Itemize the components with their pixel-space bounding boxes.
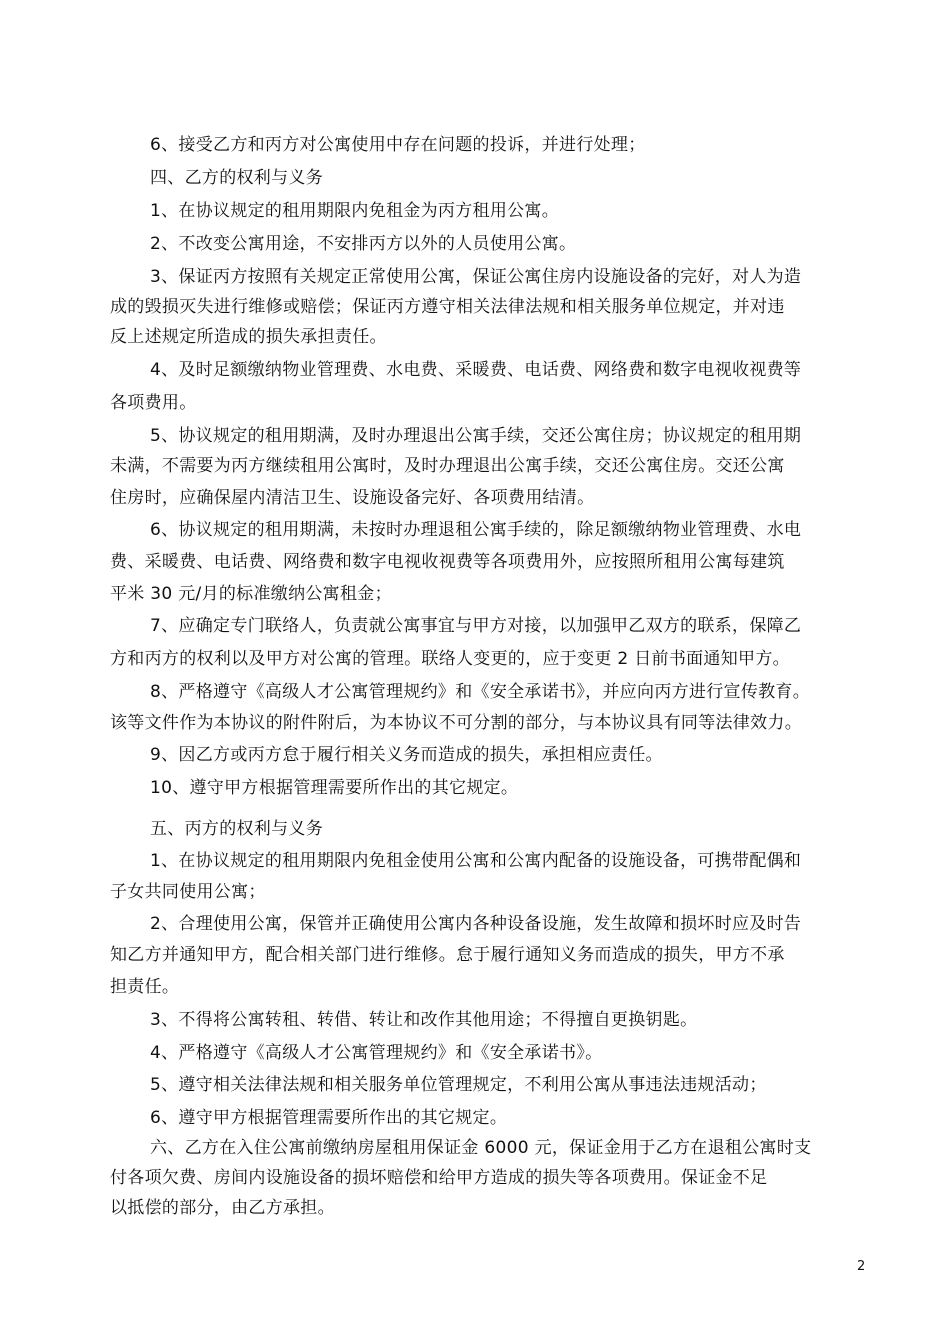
clause-line: 反上述规定所造成的损失承担责任。 xyxy=(110,327,387,347)
clause-line: 4、及时足额缴纳物业管理费、水电费、采暖费、电话费、网络费和数字电视收视费等 xyxy=(150,360,802,380)
clause-line: 2、合理使用公寓，保管并正确使用公寓内各种设备设施，发生故障和损坏时应及时告 xyxy=(150,914,802,934)
clause-line: 各项费用。 xyxy=(110,393,197,413)
clause-line: 六、乙方在入住公寓前缴纳房屋租用保证金 6000 元，保证金用于乙方在退租公寓时支 xyxy=(150,1138,812,1158)
clause-line: 1、在协议规定的租用期限内免租金为丙方租用公寓。 xyxy=(150,201,560,221)
clause-line: 7、应确定专门联络人，负责就公寓事宜与甲方对接，以加强甲乙双方的联系，保障乙 xyxy=(150,616,802,636)
clause-line: 6、接受乙方和丙方对公寓使用中存在问题的投诉，并进行处理； xyxy=(150,135,646,155)
clause-line: 住房时，应确保屋内清洁卫生、设施设备完好、各项费用结清。 xyxy=(110,488,595,508)
clause-line: 5、协议规定的租用期满，及时办理退出公寓手续，交还公寓住房；协议规定的租用期 xyxy=(150,426,802,446)
clause-line: 方和丙方的权利以及甲方对公寓的管理。联络人变更的，应于变更 2 日前书面通知甲方。 xyxy=(110,649,790,669)
clause-line: 9、因乙方或丙方怠于履行相关义务而造成的损失，承担相应责任。 xyxy=(150,745,663,765)
clause-line: 5、遵守相关法律法规和相关服务单位管理规定，不利用公寓从事违法违规活动； xyxy=(150,1075,767,1095)
section-heading: 四、乙方的权利与义务 xyxy=(150,168,323,188)
clause-line: 3、不得将公寓转租、转借、转让和改作其他用途；不得擅自更换钥匙。 xyxy=(150,1010,698,1030)
clause-line: 费、采暖费、电话费、网络费和数字电视收视费等各项费用外，应按照所租用公寓每建筑 xyxy=(110,552,785,572)
clause-line: 以抵偿的部分，由乙方承担。 xyxy=(110,1198,335,1218)
clause-line: 知乙方并通知甲方，配合相关部门进行维修。怠于履行通知义务而造成的损失，甲方不承 xyxy=(110,945,785,965)
clause-line: 6、遵守甲方根据管理需要所作出的其它规定。 xyxy=(150,1108,508,1128)
clause-line: 子女共同使用公寓； xyxy=(110,882,266,902)
section-heading: 五、丙方的权利与义务 xyxy=(150,819,323,839)
clause-line: 1、在协议规定的租用期限内免租金使用公寓和公寓内配备的设施设备，可携带配偶和 xyxy=(150,851,802,871)
clause-line: 8、严格遵守《高级人才公寓管理规约》和《安全承诺书》，并应向丙方进行宣传教育。 xyxy=(150,682,811,702)
clause-line: 未满，不需要为丙方继续租用公寓时，及时办理退出公寓手续，交还公寓住房。交还公寓 xyxy=(110,456,785,476)
page-number: 2 xyxy=(857,1259,866,1274)
clause-line: 平米 30 元/月的标准缴纳公寓租金； xyxy=(110,584,392,604)
clause-line: 付各项欠费、房间内设施设备的损坏赔偿和给甲方造成的损失等各项费用。保证金不足 xyxy=(110,1168,768,1188)
clause-line: 3、保证丙方按照有关规定正常使用公寓，保证公寓住房内设施设备的完好，对人为造 xyxy=(150,267,802,287)
clause-line: 6、协议规定的租用期满，未按时办理退租公寓手续的，除足额缴纳物业管理费、水电 xyxy=(150,520,802,540)
clause-line: 2、不改变公寓用途，不安排丙方以外的人员使用公寓。 xyxy=(150,234,577,254)
clause-line: 10、遵守甲方根据管理需要所作出的其它规定。 xyxy=(150,778,519,798)
clause-line: 该等文件作为本协议的附件附后，为本协议不可分割的部分，与本协议具有同等法律效力。 xyxy=(110,713,802,733)
clause-line: 成的毁损灭失进行维修或赔偿；保证丙方遵守相关法律法规和相关服务单位规定，并对违 xyxy=(110,297,785,317)
clause-line: 担责任。 xyxy=(110,977,180,997)
clause-line: 4、严格遵守《高级人才公寓管理规约》和《安全承诺书》。 xyxy=(150,1043,603,1063)
